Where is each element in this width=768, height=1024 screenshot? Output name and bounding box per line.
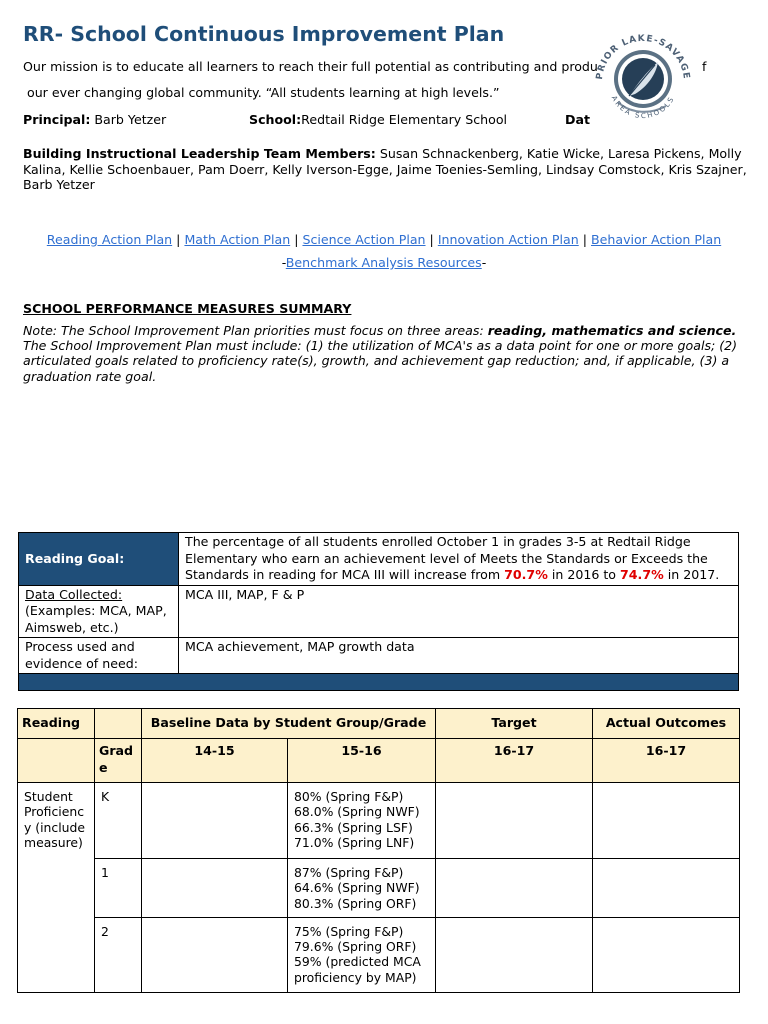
student-proficiency-label: Student Proficienc y (include measure) — [18, 783, 95, 993]
header-actual: Actual Outcomes — [593, 709, 740, 739]
table-row — [18, 859, 740, 918]
reading-goal-text — [179, 533, 739, 586]
date-label: Dat — [565, 112, 590, 127]
baseline-15-16-cell — [288, 917, 436, 992]
school-value: Redtail Ridge Elementary School — [301, 112, 508, 127]
list-item: 79.6% (Spring ORF) — [294, 939, 417, 955]
mission-text: Our mission is to educate all learners to reach their full potential as contributing and produ — [23, 59, 598, 74]
note-prefix: Note: The School Improvement Plan priorities must focus on three areas: — [23, 323, 488, 338]
goal-text-middle: in 2016 to — [547, 567, 621, 582]
link-separator: | — [429, 232, 434, 247]
note-rest: The School Improvement Plan must include: (1) the utilization of MCA's as a data point for one or more goals; (2) articulated goals related to proficiency rate(s), growth, and achievement gap reduction; and, if applicable, (3) a graduation rate goal. — [23, 338, 738, 384]
data-collected-row — [19, 585, 739, 638]
grade-cell: 1 — [95, 859, 142, 918]
goal-text-before: The percentage of all students enrolled October 1 in grades 3-5 at Redtail Ridge Elementary who earn an achievement level of Meets the Standards or Exceeds the Standards in reading for MCA III will increase from — [185, 534, 708, 582]
list-item: 59% (predicted MCA proficiency by MAP) — [294, 954, 421, 985]
link-separator: | — [294, 232, 299, 247]
list-item: 66.3% (Spring LSF) — [294, 819, 413, 835]
header-15-16: 15-16 — [288, 739, 436, 783]
goal-row — [19, 533, 739, 586]
logo-text-top: PRIOR LAKE-SAVAGE — [594, 33, 692, 81]
data-collected-value: MCA III, MAP, F & P — [179, 585, 739, 638]
baseline-15-16-cell — [288, 783, 436, 859]
grade-cell: K — [95, 783, 142, 859]
goal-text-after: in 2017. — [663, 567, 720, 582]
grade-cell: 2 — [95, 917, 142, 992]
list-item: 68.0% (Spring NWF) — [294, 804, 420, 820]
benchmark-link-row — [0, 255, 768, 271]
actual-cell — [593, 783, 740, 859]
principal-value: Barb Yetzer — [94, 112, 167, 127]
list-item: 71.0% (Spring LNF) — [294, 834, 415, 850]
header-16-17-target: 16-17 — [436, 739, 593, 783]
baseline-14-15-cell — [142, 917, 288, 992]
math-action-plan-link[interactable]: Math Action Plan — [184, 232, 291, 247]
data-collected-examples: (Examples: MCA, MAP, Aimsweb, etc.) — [25, 603, 167, 635]
mission-line-1 — [23, 59, 598, 75]
data-collected-label: Data Collected: — [25, 586, 123, 602]
action-plan-links — [0, 232, 768, 248]
list-item: 64.6% (Spring NWF) — [294, 880, 420, 896]
header-baseline: Baseline Data by Student Group/Grade — [142, 709, 436, 739]
goal-table-footer — [19, 674, 739, 691]
reading-goal-table — [18, 532, 739, 691]
table-row — [18, 917, 740, 992]
list-item: 75% (Spring F&P) — [294, 923, 404, 939]
baseline-15-16-cell — [288, 859, 436, 918]
mission-line-1-tail: f — [702, 59, 707, 74]
header-grade: Grad e — [95, 739, 142, 783]
link-separator: | — [582, 232, 587, 247]
mission-line-2: our ever changing global community. “All students learning at high levels.” — [27, 85, 500, 100]
science-action-plan-link[interactable]: Science Action Plan — [302, 232, 426, 247]
target-cell — [436, 859, 593, 918]
process-row — [19, 638, 739, 674]
list-item: 80.3% (Spring ORF) — [294, 895, 417, 911]
logo-text-bottom: AREA SCHOOLS — [609, 94, 677, 121]
target-cell — [436, 783, 593, 859]
leadership-team — [23, 146, 748, 193]
target-cell — [436, 917, 593, 992]
actual-cell — [593, 859, 740, 918]
goal-to-value: 74.7% — [620, 567, 664, 582]
school-label: School: — [249, 112, 302, 127]
link-separator: | — [176, 232, 181, 247]
header-target: Target — [436, 709, 593, 739]
school-row — [249, 112, 507, 128]
performance-summary-heading: SCHOOL PERFORMANCE MEASURES SUMMARY — [23, 301, 352, 316]
subheader-blank — [18, 739, 95, 783]
table-header-row — [18, 709, 740, 739]
goal-footer-bar — [19, 674, 739, 691]
list-item: 87% (Spring F&P) — [294, 865, 404, 880]
reading-goal-label: Reading Goal: — [19, 533, 179, 586]
process-label: Process used and evidence of need: — [19, 638, 179, 674]
reading-data-table — [17, 708, 740, 993]
district-logo — [588, 24, 698, 134]
header-blank — [95, 709, 142, 739]
table-row — [18, 783, 740, 859]
note-bold: reading, mathematics and science. — [487, 323, 737, 338]
actual-cell — [593, 917, 740, 992]
principal-row — [23, 112, 166, 128]
summary-note — [23, 323, 748, 384]
benchmark-analysis-link[interactable]: Benchmark Analysis Resources — [285, 255, 482, 270]
page-title: RR- School Continuous Improvement Plan — [23, 22, 505, 46]
process-value: MCA achievement, MAP growth data — [179, 638, 739, 674]
list-item: 80% (Spring F&P) — [294, 789, 404, 804]
team-label: Building Instructional Leadership Team Members: — [23, 146, 376, 161]
district-logo-icon — [588, 24, 698, 134]
behavior-action-plan-link[interactable]: Behavior Action Plan — [591, 232, 722, 247]
reading-action-plan-link[interactable]: Reading Action Plan — [46, 232, 173, 247]
benchmark-prefix: - — [281, 255, 286, 270]
header-14-15: 14-15 — [142, 739, 288, 783]
data-collected-label-cell — [19, 585, 179, 638]
baseline-14-15-cell — [142, 859, 288, 918]
team-members: Susan Schnackenberg, Katie Wicke, Laresa Pickens, Molly Kalina, Kellie Schoenbauer, Pam Doerr, Kelly Iverson-Egge, Jaime Toenies-Semling, Lindsay Comstock, Kris Szajner, Barb Yetzer — [23, 146, 747, 192]
table-subheader-row — [18, 739, 740, 783]
baseline-14-15-cell — [142, 783, 288, 859]
header-16-17-actual: 16-17 — [593, 739, 740, 783]
header-reading: Reading — [18, 709, 95, 739]
principal-label: Principal: — [23, 112, 91, 127]
benchmark-suffix: - — [481, 255, 487, 270]
innovation-action-plan-link[interactable]: Innovation Action Plan — [437, 232, 579, 247]
goal-from-value: 70.7% — [504, 567, 548, 582]
